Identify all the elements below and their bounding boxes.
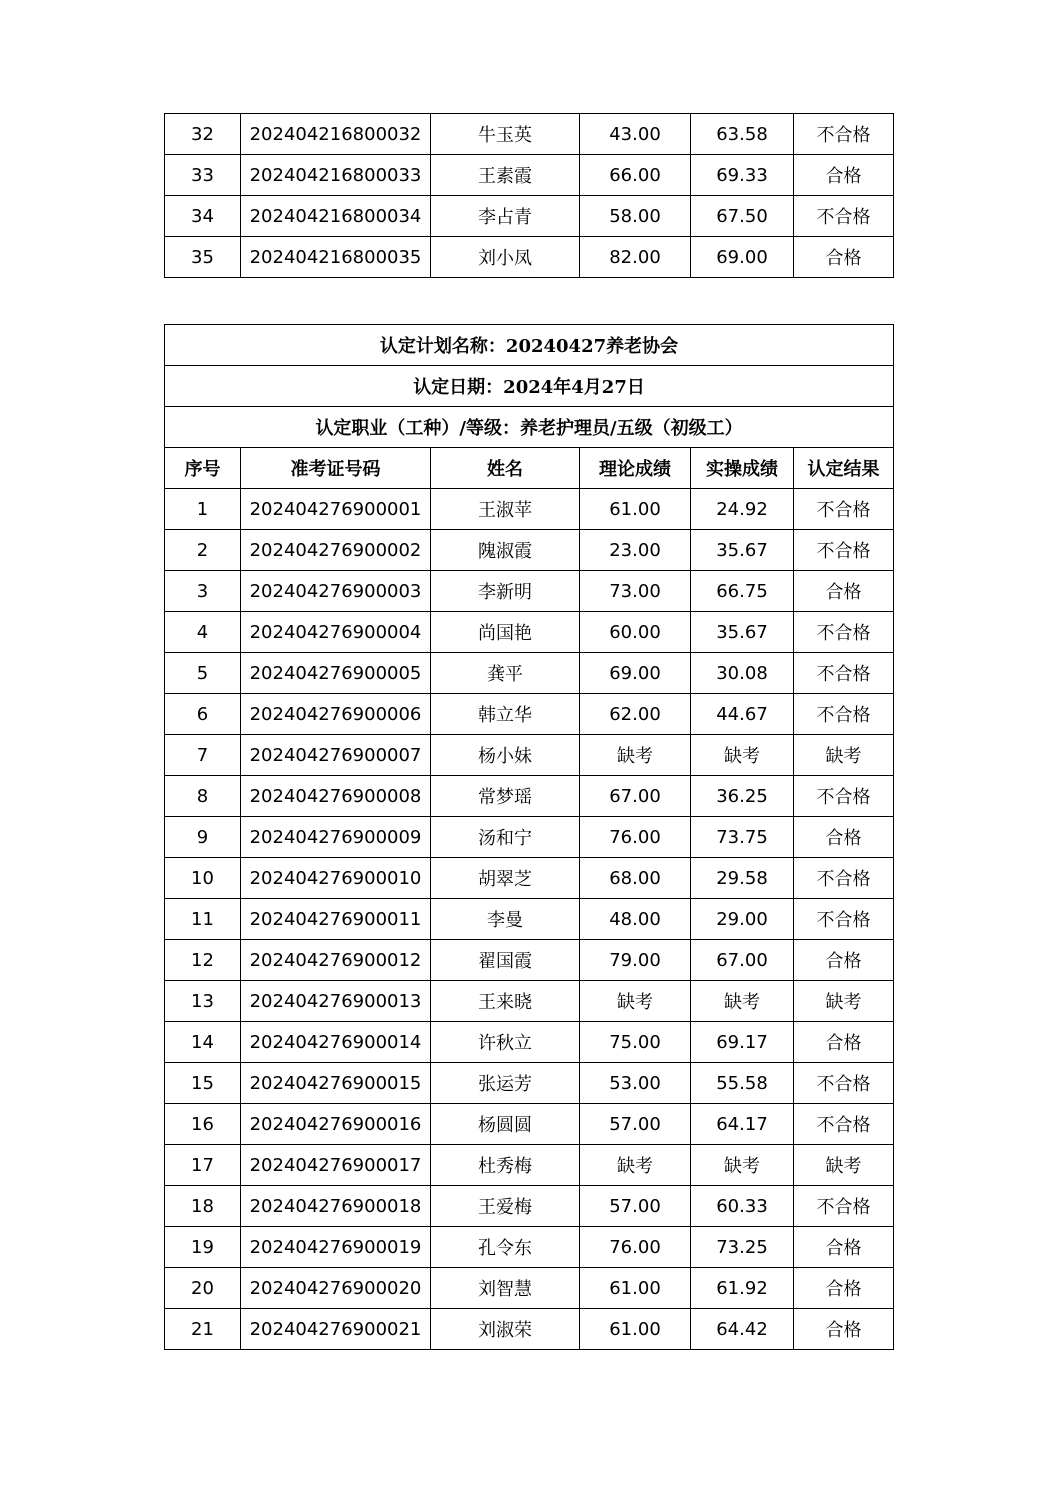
- cell-name: 杨圆圆: [431, 1104, 580, 1145]
- cell-result: 缺考: [794, 1145, 894, 1186]
- cell-index: 8: [165, 776, 241, 817]
- cell-name: 翟国霞: [431, 940, 580, 981]
- table-body: [165, 489, 894, 1350]
- cell-name: 刘小凤: [431, 237, 580, 278]
- cell-practical-score: 73.75: [691, 817, 794, 858]
- results-table: [164, 324, 894, 1350]
- cell-result: 不合格: [794, 694, 894, 735]
- cell-theory-score: 57.00: [580, 1186, 691, 1227]
- cell-practical-score: 69.17: [691, 1022, 794, 1063]
- cell-index: 3: [165, 571, 241, 612]
- table-row: [165, 1104, 894, 1145]
- cell-ticket-number: 202404276900011: [241, 899, 431, 940]
- header-ticket-number: 准考证号码: [241, 448, 431, 489]
- cell-practical-score: 29.00: [691, 899, 794, 940]
- cell-practical-score: 64.42: [691, 1309, 794, 1350]
- table-row: [165, 940, 894, 981]
- cell-name: 王淑苹: [431, 489, 580, 530]
- cell-ticket-number: 202404276900012: [241, 940, 431, 981]
- cell-practical-score: 29.58: [691, 858, 794, 899]
- cell-result: 不合格: [794, 489, 894, 530]
- cell-practical-score: 缺考: [691, 981, 794, 1022]
- table-row: [165, 1186, 894, 1227]
- cell-name: 刘智慧: [431, 1268, 580, 1309]
- table-row: [165, 612, 894, 653]
- cell-theory-score: 73.00: [580, 571, 691, 612]
- cell-index: 33: [165, 155, 241, 196]
- cell-result: 合格: [794, 155, 894, 196]
- cell-index: 14: [165, 1022, 241, 1063]
- cell-name: 尚国艳: [431, 612, 580, 653]
- cell-result: 合格: [794, 1227, 894, 1268]
- cell-index: 9: [165, 817, 241, 858]
- cell-index: 35: [165, 237, 241, 278]
- cell-ticket-number: 202404276900013: [241, 981, 431, 1022]
- cell-ticket-number: 202404216800035: [241, 237, 431, 278]
- cell-practical-score: 36.25: [691, 776, 794, 817]
- table-row: [165, 1022, 894, 1063]
- cell-ticket-number: 202404216800034: [241, 196, 431, 237]
- cell-name: 李曼: [431, 899, 580, 940]
- cell-result: 不合格: [794, 653, 894, 694]
- cell-theory-score: 58.00: [580, 196, 691, 237]
- cell-result: 合格: [794, 1022, 894, 1063]
- table-row: [165, 1063, 894, 1104]
- cell-theory-score: 68.00: [580, 858, 691, 899]
- cell-ticket-number: 202404276900009: [241, 817, 431, 858]
- table-row: [165, 530, 894, 571]
- cell-name: 王爱梅: [431, 1186, 580, 1227]
- cell-result: 不合格: [794, 612, 894, 653]
- cell-index: 10: [165, 858, 241, 899]
- cell-ticket-number: 202404276900014: [241, 1022, 431, 1063]
- header-result: 认定结果: [794, 448, 894, 489]
- cell-theory-score: 48.00: [580, 899, 691, 940]
- cell-practical-score: 44.67: [691, 694, 794, 735]
- cell-practical-score: 64.17: [691, 1104, 794, 1145]
- cell-index: 21: [165, 1309, 241, 1350]
- cell-practical-score: 69.33: [691, 155, 794, 196]
- cell-practical-score: 30.08: [691, 653, 794, 694]
- cell-index: 19: [165, 1227, 241, 1268]
- cell-theory-score: 62.00: [580, 694, 691, 735]
- cell-name: 李新明: [431, 571, 580, 612]
- cell-practical-score: 缺考: [691, 735, 794, 776]
- cell-result: 不合格: [794, 196, 894, 237]
- cell-practical-score: 60.33: [691, 1186, 794, 1227]
- cell-theory-score: 61.00: [580, 1309, 691, 1350]
- table-row: [165, 1145, 894, 1186]
- cell-name: 王素霞: [431, 155, 580, 196]
- cell-name: 孔令东: [431, 1227, 580, 1268]
- cell-ticket-number: 202404276900008: [241, 776, 431, 817]
- cell-result: 合格: [794, 571, 894, 612]
- cell-index: 17: [165, 1145, 241, 1186]
- cell-ticket-number: 202404276900021: [241, 1309, 431, 1350]
- cell-theory-score: 60.00: [580, 612, 691, 653]
- cell-index: 4: [165, 612, 241, 653]
- cell-result: 不合格: [794, 1186, 894, 1227]
- cell-result: 不合格: [794, 899, 894, 940]
- table-row: [165, 653, 894, 694]
- header-name: 姓名: [431, 448, 580, 489]
- plan-name: 认定计划名称：20240427养老协会: [165, 325, 894, 366]
- cell-theory-score: 69.00: [580, 653, 691, 694]
- cell-ticket-number: 202404216800032: [241, 114, 431, 155]
- cell-theory-score: 61.00: [580, 1268, 691, 1309]
- cell-index: 7: [165, 735, 241, 776]
- cell-name: 张运芳: [431, 1063, 580, 1104]
- cell-theory-score: 76.00: [580, 1227, 691, 1268]
- table-row: [165, 1268, 894, 1309]
- cell-theory-score: 缺考: [580, 1145, 691, 1186]
- cell-ticket-number: 202404276900004: [241, 612, 431, 653]
- cell-name: 龚平: [431, 653, 580, 694]
- cell-name: 胡翠芝: [431, 858, 580, 899]
- cell-result: 不合格: [794, 776, 894, 817]
- cell-practical-score: 35.67: [691, 530, 794, 571]
- header-theory-score: 理论成绩: [580, 448, 691, 489]
- cell-index: 18: [165, 1186, 241, 1227]
- cell-practical-score: 73.25: [691, 1227, 794, 1268]
- cell-practical-score: 69.00: [691, 237, 794, 278]
- table-row: [165, 114, 894, 155]
- cell-index: 2: [165, 530, 241, 571]
- table-row: [165, 237, 894, 278]
- cell-ticket-number: 202404276900010: [241, 858, 431, 899]
- table-row: [165, 981, 894, 1022]
- table-row: [165, 735, 894, 776]
- cell-theory-score: 57.00: [580, 1104, 691, 1145]
- cell-practical-score: 24.92: [691, 489, 794, 530]
- cell-practical-score: 55.58: [691, 1063, 794, 1104]
- table-row: [165, 489, 894, 530]
- cell-ticket-number: 202404276900006: [241, 694, 431, 735]
- cell-name: 牛玉英: [431, 114, 580, 155]
- cell-result: 不合格: [794, 1104, 894, 1145]
- cell-index: 11: [165, 899, 241, 940]
- cell-practical-score: 35.67: [691, 612, 794, 653]
- cell-ticket-number: 202404276900016: [241, 1104, 431, 1145]
- table-row: [165, 858, 894, 899]
- cell-index: 20: [165, 1268, 241, 1309]
- cell-index: 15: [165, 1063, 241, 1104]
- table-row: [165, 1309, 894, 1350]
- cell-theory-score: 66.00: [580, 155, 691, 196]
- table-row: [165, 694, 894, 735]
- cell-name: 杨小妹: [431, 735, 580, 776]
- cell-ticket-number: 202404276900020: [241, 1268, 431, 1309]
- cell-index: 13: [165, 981, 241, 1022]
- cell-name: 李占青: [431, 196, 580, 237]
- cell-ticket-number: 202404276900003: [241, 571, 431, 612]
- cell-index: 5: [165, 653, 241, 694]
- cell-theory-score: 缺考: [580, 981, 691, 1022]
- table-row: [165, 899, 894, 940]
- cell-name: 许秋立: [431, 1022, 580, 1063]
- cell-name: 常梦瑶: [431, 776, 580, 817]
- cell-name: 韩立华: [431, 694, 580, 735]
- cell-practical-score: 67.50: [691, 196, 794, 237]
- cell-result: 不合格: [794, 530, 894, 571]
- cell-result: 不合格: [794, 1063, 894, 1104]
- cell-name: 隗淑霞: [431, 530, 580, 571]
- cell-ticket-number: 202404276900015: [241, 1063, 431, 1104]
- cell-theory-score: 53.00: [580, 1063, 691, 1104]
- cell-ticket-number: 202404276900019: [241, 1227, 431, 1268]
- cell-result: 不合格: [794, 114, 894, 155]
- cell-ticket-number: 202404276900001: [241, 489, 431, 530]
- cell-name: 刘淑荣: [431, 1309, 580, 1350]
- table-row: [165, 571, 894, 612]
- cell-practical-score: 61.92: [691, 1268, 794, 1309]
- cell-result: 合格: [794, 817, 894, 858]
- cell-name: 王来晓: [431, 981, 580, 1022]
- cell-result: 合格: [794, 1268, 894, 1309]
- cell-result: 合格: [794, 237, 894, 278]
- table-row: [165, 155, 894, 196]
- cell-index: 16: [165, 1104, 241, 1145]
- cell-theory-score: 79.00: [580, 940, 691, 981]
- cell-ticket-number: 202404276900005: [241, 653, 431, 694]
- cell-result: 不合格: [794, 858, 894, 899]
- cell-index: 1: [165, 489, 241, 530]
- cell-theory-score: 23.00: [580, 530, 691, 571]
- certification-date: 认定日期：2024年4月27日: [165, 366, 894, 407]
- table-row: [165, 1227, 894, 1268]
- cell-ticket-number: 202404276900007: [241, 735, 431, 776]
- cell-practical-score: 67.00: [691, 940, 794, 981]
- table-row: [165, 776, 894, 817]
- cell-practical-score: 缺考: [691, 1145, 794, 1186]
- cell-theory-score: 76.00: [580, 817, 691, 858]
- results-table-continued: [164, 113, 894, 278]
- cell-result: 缺考: [794, 981, 894, 1022]
- table-row: [165, 817, 894, 858]
- table-row: [165, 196, 894, 237]
- cell-practical-score: 63.58: [691, 114, 794, 155]
- cell-theory-score: 75.00: [580, 1022, 691, 1063]
- cell-result: 合格: [794, 940, 894, 981]
- cell-index: 12: [165, 940, 241, 981]
- cell-theory-score: 43.00: [580, 114, 691, 155]
- cell-ticket-number: 202404276900002: [241, 530, 431, 571]
- cell-theory-score: 82.00: [580, 237, 691, 278]
- occupation-level: 认定职业（工种）/等级：养老护理员/五级（初级工）: [165, 407, 894, 448]
- cell-result: 缺考: [794, 735, 894, 776]
- cell-result: 合格: [794, 1309, 894, 1350]
- header-index: 序号: [165, 448, 241, 489]
- cell-name: 杜秀梅: [431, 1145, 580, 1186]
- cell-index: 32: [165, 114, 241, 155]
- cell-ticket-number: 202404276900017: [241, 1145, 431, 1186]
- cell-practical-score: 66.75: [691, 571, 794, 612]
- cell-theory-score: 61.00: [580, 489, 691, 530]
- cell-theory-score: 67.00: [580, 776, 691, 817]
- cell-ticket-number: 202404216800033: [241, 155, 431, 196]
- cell-index: 34: [165, 196, 241, 237]
- cell-name: 汤和宁: [431, 817, 580, 858]
- header-practical-score: 实操成绩: [691, 448, 794, 489]
- cell-index: 6: [165, 694, 241, 735]
- cell-theory-score: 缺考: [580, 735, 691, 776]
- cell-ticket-number: 202404276900018: [241, 1186, 431, 1227]
- table-body: [165, 114, 894, 278]
